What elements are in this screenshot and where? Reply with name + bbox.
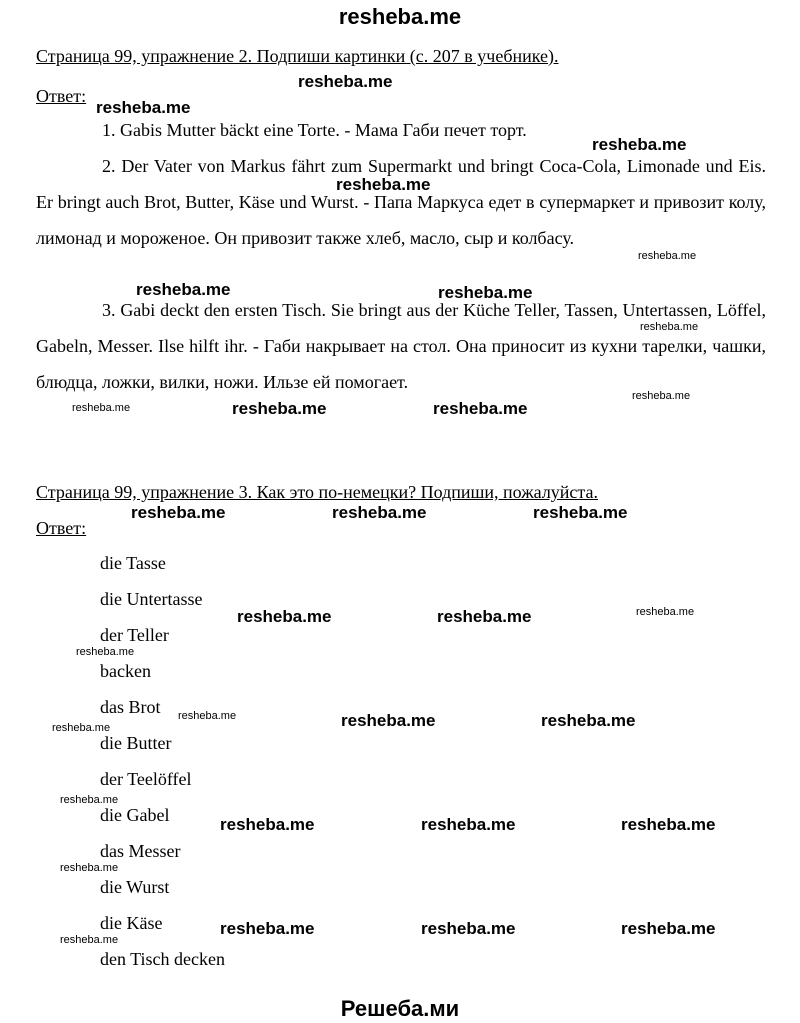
- watermark: resheba.me: [220, 815, 315, 834]
- exercise3-answer-label: Ответ:: [36, 518, 87, 538]
- watermark: resheba.me: [341, 711, 436, 730]
- vocab-word: die Gabel: [100, 805, 170, 825]
- watermark-small: resheba.me: [60, 794, 119, 806]
- watermark-small: resheba.me: [52, 722, 111, 734]
- vocab-word: die Untertasse: [100, 589, 203, 609]
- watermark: resheba.me: [237, 607, 332, 626]
- watermark-small: resheba.me: [60, 862, 119, 874]
- watermark-small: resheba.me: [76, 646, 135, 658]
- watermark: resheba.me: [336, 175, 431, 194]
- watermark: resheba.me: [136, 280, 231, 299]
- vocab-word: die Tasse: [100, 553, 166, 573]
- watermark: resheba.me: [421, 919, 516, 938]
- watermark-small: resheba.me: [632, 390, 691, 402]
- watermark: resheba.me: [96, 98, 191, 117]
- exercise2-paragraph-3: 3. Gabi deckt den ersten Tisch. Sie bringt aus der Küche Teller, Tassen, Untertassen, Löffel, Gabeln, Messer. Ilse hilft ihr. - Габи накрывает на стол. Она приносит из кухни тарелки, чашки, блюдца, ложки, вилки, ножи. Ильзе ей помогает.: [36, 300, 766, 392]
- watermark-small: resheba.me: [178, 710, 237, 722]
- watermark: resheba.me: [433, 399, 528, 418]
- watermark: resheba.me: [298, 72, 393, 91]
- watermark-small: resheba.me: [640, 321, 699, 333]
- vocab-word: der Teelöffel: [100, 769, 192, 789]
- vocab-word: die Wurst: [100, 877, 170, 897]
- vocab-word: die Butter: [100, 733, 172, 753]
- vocab-word: das Brot: [100, 697, 161, 717]
- watermark: resheba.me: [438, 283, 533, 302]
- vocab-word: backen: [100, 661, 151, 681]
- watermark: resheba.me: [131, 503, 226, 522]
- vocab-word: der Teller: [100, 625, 169, 645]
- exercise2-paragraph-1: 1. Gabis Mutter bäckt eine Torte. - Мама Габи печет торт.: [102, 120, 527, 140]
- exercise3-heading: Страница 99, упражнение 3. Как это по-немецки? Подпиши, пожалуйста.: [36, 482, 598, 502]
- vocab-word: die Käse: [100, 913, 163, 933]
- exercise2-answer-label: Ответ:: [36, 86, 87, 106]
- watermark-small: resheba.me: [60, 934, 119, 946]
- watermark-small: resheba.me: [638, 250, 697, 262]
- watermark: resheba.me: [621, 919, 716, 938]
- vocab-word: den Tisch decken: [100, 949, 225, 969]
- exercise2-heading: Страница 99, упражнение 2. Подпиши картинки (с. 207 в учебнике).: [36, 46, 559, 66]
- watermark: resheba.me: [332, 503, 427, 522]
- watermark-small: resheba.me: [636, 606, 695, 618]
- watermark: resheba.me: [421, 815, 516, 834]
- watermark: resheba.me: [220, 919, 315, 938]
- watermark-small: resheba.me: [72, 402, 131, 414]
- watermark: resheba.me: [592, 135, 687, 154]
- watermark: resheba.me: [541, 711, 636, 730]
- watermark: resheba.me: [621, 815, 716, 834]
- footer-title: Решеба.ми: [340, 996, 460, 1021]
- site-title: resheba.me: [338, 4, 462, 29]
- watermark: resheba.me: [437, 607, 532, 626]
- watermark: resheba.me: [533, 503, 628, 522]
- exercise2-paragraph-2: 2. Der Vater von Markus fährt zum Supermarkt und bringt Coca-Cola, Limonade und Eis. Er bringt auch Brot, Butter, Käse und Wurst. - Папа Маркуса едет в супермаркет и привозит колу, лимонад и мороженое. Он привозит также хлеб, масло, сыр и колбасу.: [36, 156, 766, 248]
- vocab-word: das Messer: [100, 841, 181, 861]
- watermark: resheba.me: [232, 399, 327, 418]
